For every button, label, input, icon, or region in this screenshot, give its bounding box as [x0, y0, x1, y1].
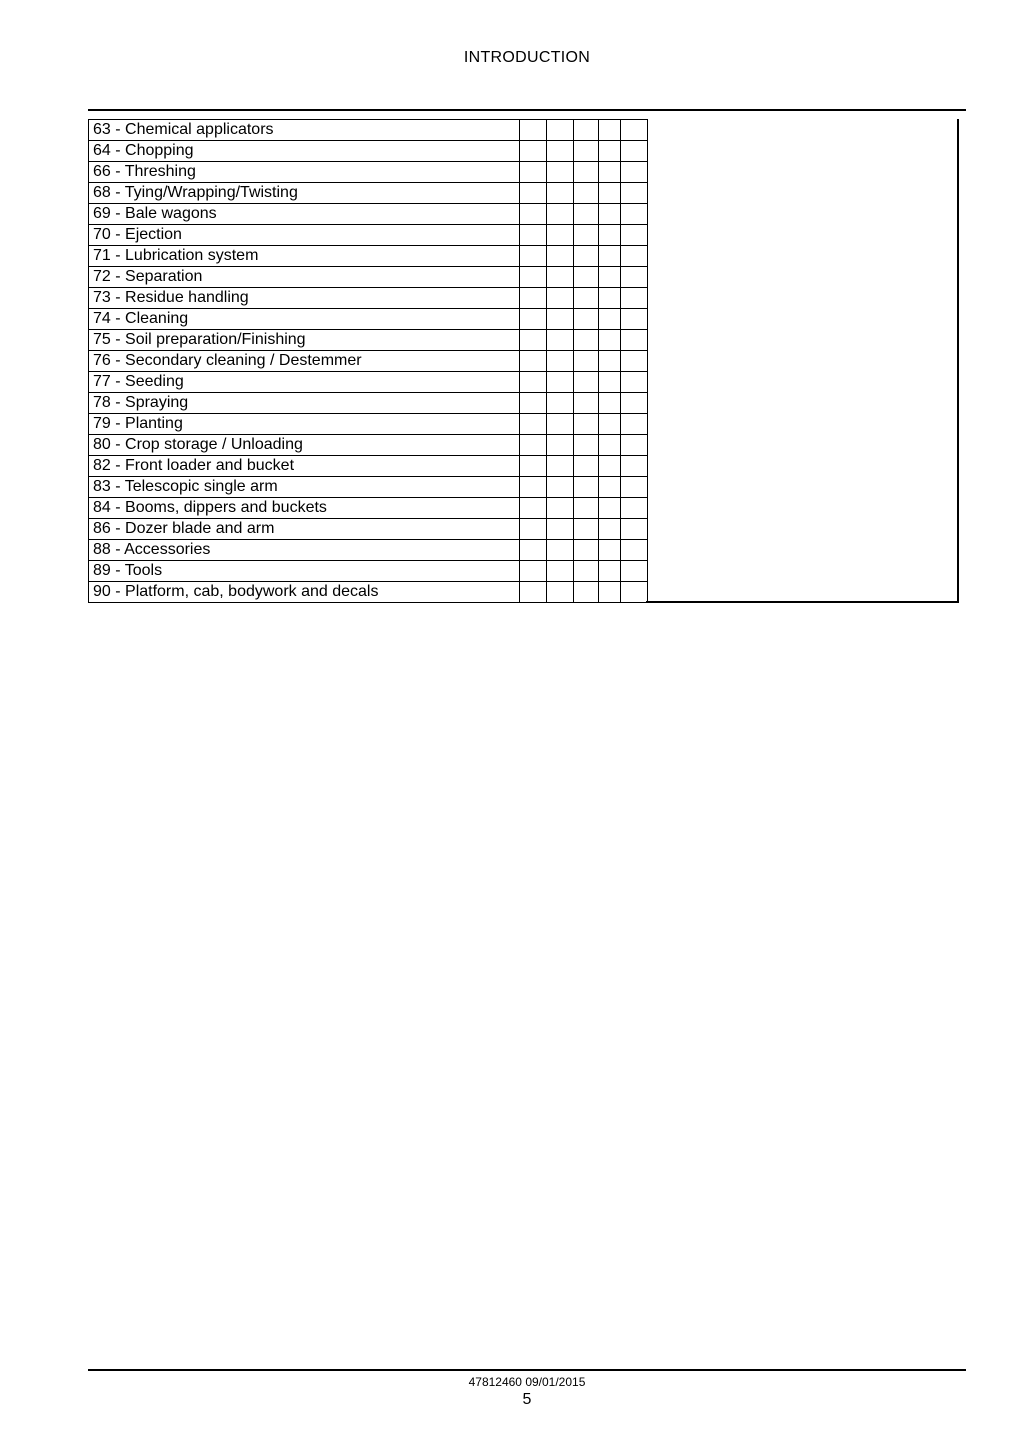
- checkbox-cell: [598, 267, 620, 288]
- section-label: 63 - Chemical applicators: [89, 120, 520, 141]
- checkbox-cell: [573, 330, 598, 351]
- checkbox-cell: [620, 141, 647, 162]
- table-row: [89, 162, 648, 183]
- checkbox-cell: [598, 435, 620, 456]
- checkbox-cell: [598, 309, 620, 330]
- table-row: [89, 351, 648, 372]
- table-row: [89, 267, 648, 288]
- checkbox-cell: [546, 330, 573, 351]
- checkbox-cell: [519, 204, 546, 225]
- checkbox-cell: [546, 477, 573, 498]
- checkbox-cell: [546, 183, 573, 204]
- table-row: [89, 393, 648, 414]
- checkbox-cell: [620, 519, 647, 540]
- checkbox-cell: [573, 309, 598, 330]
- table-row: [89, 498, 648, 519]
- checkbox-cell: [573, 561, 598, 582]
- table-row: [89, 204, 648, 225]
- section-table-area: [88, 119, 961, 603]
- checkbox-cell: [598, 456, 620, 477]
- checkbox-cell: [598, 393, 620, 414]
- table-row: [89, 183, 648, 204]
- checkbox-cell: [546, 561, 573, 582]
- checkbox-cell: [546, 540, 573, 561]
- checkbox-cell: [519, 288, 546, 309]
- checkbox-cell: [546, 204, 573, 225]
- checkbox-cell: [598, 351, 620, 372]
- checkbox-cell: [519, 351, 546, 372]
- section-label: 79 - Planting: [89, 414, 520, 435]
- checkbox-cell: [546, 498, 573, 519]
- checkbox-cell: [519, 414, 546, 435]
- checkbox-cell: [519, 141, 546, 162]
- checkbox-cell: [620, 582, 647, 603]
- checkbox-cell: [620, 477, 647, 498]
- footer-divider: [88, 1369, 966, 1371]
- checkbox-cell: [519, 498, 546, 519]
- section-label: 80 - Crop storage / Unloading: [89, 435, 520, 456]
- checkbox-cell: [546, 393, 573, 414]
- checkbox-cell: [519, 246, 546, 267]
- checkbox-cell: [598, 225, 620, 246]
- checkbox-cell: [573, 267, 598, 288]
- checkbox-cell: [598, 246, 620, 267]
- checkbox-cell: [573, 414, 598, 435]
- checkbox-cell: [573, 246, 598, 267]
- table-row: [89, 330, 648, 351]
- checkbox-cell: [620, 561, 647, 582]
- checkbox-cell: [519, 477, 546, 498]
- checkbox-cell: [598, 414, 620, 435]
- checkbox-cell: [519, 540, 546, 561]
- checkbox-cell: [620, 456, 647, 477]
- checkbox-cell: [573, 141, 598, 162]
- checkbox-cell: [546, 435, 573, 456]
- checkbox-cell: [598, 330, 620, 351]
- section-label: 88 - Accessories: [89, 540, 520, 561]
- checkbox-cell: [620, 351, 647, 372]
- section-label: 70 - Ejection: [89, 225, 520, 246]
- checkbox-cell: [620, 267, 647, 288]
- checkbox-cell: [573, 393, 598, 414]
- section-label: 86 - Dozer blade and arm: [89, 519, 520, 540]
- checkbox-cell: [620, 330, 647, 351]
- table-row: [89, 288, 648, 309]
- checkbox-cell: [519, 162, 546, 183]
- checkbox-cell: [620, 288, 647, 309]
- section-label: 90 - Platform, cab, bodywork and decals: [89, 582, 520, 603]
- section-label: 74 - Cleaning: [89, 309, 520, 330]
- checkbox-cell: [519, 120, 546, 141]
- table-row: [89, 141, 648, 162]
- checkbox-cell: [620, 309, 647, 330]
- checkbox-cell: [519, 519, 546, 540]
- section-label: 78 - Spraying: [89, 393, 520, 414]
- section-label: 76 - Secondary cleaning / Destemmer: [89, 351, 520, 372]
- checkbox-cell: [519, 561, 546, 582]
- checkbox-cell: [546, 141, 573, 162]
- checkbox-cell: [546, 225, 573, 246]
- checkbox-cell: [519, 582, 546, 603]
- checkbox-cell: [598, 288, 620, 309]
- section-label: 68 - Tying/Wrapping/Twisting: [89, 183, 520, 204]
- checkbox-cell: [546, 414, 573, 435]
- checkbox-cell: [598, 561, 620, 582]
- checkbox-cell: [573, 372, 598, 393]
- checkbox-cell: [620, 498, 647, 519]
- table-row: [89, 246, 648, 267]
- checkbox-cell: [573, 120, 598, 141]
- checkbox-cell: [519, 309, 546, 330]
- checkbox-cell: [620, 372, 647, 393]
- checkbox-cell: [598, 120, 620, 141]
- section-label: 83 - Telescopic single arm: [89, 477, 520, 498]
- document-reference: 47812460 09/01/2015: [468, 1375, 586, 1389]
- checkbox-cell: [620, 162, 647, 183]
- checkbox-cell: [620, 414, 647, 435]
- checkbox-cell: [620, 120, 647, 141]
- checkbox-cell: [573, 162, 598, 183]
- section-label: 66 - Threshing: [89, 162, 520, 183]
- checkbox-cell: [598, 477, 620, 498]
- section-label: 75 - Soil preparation/Finishing: [89, 330, 520, 351]
- checkbox-cell: [546, 162, 573, 183]
- checkbox-cell: [573, 225, 598, 246]
- page-number: 5: [522, 1391, 532, 1408]
- table-row: [89, 519, 648, 540]
- checkbox-cell: [546, 288, 573, 309]
- table-row: [89, 435, 648, 456]
- checkbox-cell: [620, 225, 647, 246]
- checkbox-cell: [598, 183, 620, 204]
- notes-column: [646, 119, 959, 603]
- page-header-title: INTRODUCTION: [463, 49, 591, 66]
- table-row: [89, 414, 648, 435]
- section-label: 84 - Booms, dippers and buckets: [89, 498, 520, 519]
- checkbox-cell: [573, 477, 598, 498]
- checkbox-cell: [598, 498, 620, 519]
- checkbox-cell: [546, 267, 573, 288]
- checkbox-cell: [573, 498, 598, 519]
- checkbox-cell: [519, 435, 546, 456]
- checkbox-cell: [573, 519, 598, 540]
- table-row: [89, 120, 648, 141]
- checkbox-cell: [519, 456, 546, 477]
- section-label: 77 - Seeding: [89, 372, 520, 393]
- checkbox-cell: [573, 456, 598, 477]
- checkbox-cell: [598, 519, 620, 540]
- checkbox-cell: [598, 582, 620, 603]
- header-divider: [88, 109, 966, 111]
- checkbox-cell: [620, 540, 647, 561]
- checkbox-cell: [546, 582, 573, 603]
- section-label: 64 - Chopping: [89, 141, 520, 162]
- section-label: 71 - Lubrication system: [89, 246, 520, 267]
- checkbox-cell: [598, 540, 620, 561]
- table-row: [89, 309, 648, 330]
- checkbox-cell: [519, 393, 546, 414]
- table-row: [89, 582, 648, 603]
- section-label: 69 - Bale wagons: [89, 204, 520, 225]
- checkbox-cell: [620, 246, 647, 267]
- checkbox-cell: [546, 456, 573, 477]
- checkbox-cell: [598, 204, 620, 225]
- section-checklist-table: [88, 119, 648, 603]
- checkbox-cell: [598, 141, 620, 162]
- checkbox-cell: [620, 183, 647, 204]
- checkbox-cell: [519, 330, 546, 351]
- checkbox-cell: [573, 351, 598, 372]
- section-label: 73 - Residue handling: [89, 288, 520, 309]
- checkbox-cell: [546, 309, 573, 330]
- checkbox-cell: [620, 393, 647, 414]
- checkbox-cell: [546, 120, 573, 141]
- checkbox-cell: [573, 183, 598, 204]
- checkbox-cell: [573, 540, 598, 561]
- checkbox-cell: [573, 435, 598, 456]
- checkbox-cell: [546, 519, 573, 540]
- checkbox-cell: [620, 435, 647, 456]
- checkbox-cell: [573, 204, 598, 225]
- checkbox-cell: [573, 582, 598, 603]
- section-label: 72 - Separation: [89, 267, 520, 288]
- checkbox-cell: [546, 372, 573, 393]
- section-label: 89 - Tools: [89, 561, 520, 582]
- section-rows: [89, 120, 648, 603]
- checkbox-cell: [620, 204, 647, 225]
- checkbox-cell: [546, 351, 573, 372]
- table-row: [89, 561, 648, 582]
- checkbox-cell: [546, 246, 573, 267]
- table-row: [89, 372, 648, 393]
- checkbox-cell: [519, 183, 546, 204]
- section-label: 82 - Front loader and bucket: [89, 456, 520, 477]
- table-row: [89, 540, 648, 561]
- checkbox-cell: [573, 288, 598, 309]
- checkbox-cell: [598, 372, 620, 393]
- table-row: [89, 456, 648, 477]
- checkbox-cell: [519, 267, 546, 288]
- table-row: [89, 477, 648, 498]
- checkbox-cell: [519, 225, 546, 246]
- checkbox-cell: [519, 372, 546, 393]
- checkbox-cell: [598, 162, 620, 183]
- table-row: [89, 225, 648, 246]
